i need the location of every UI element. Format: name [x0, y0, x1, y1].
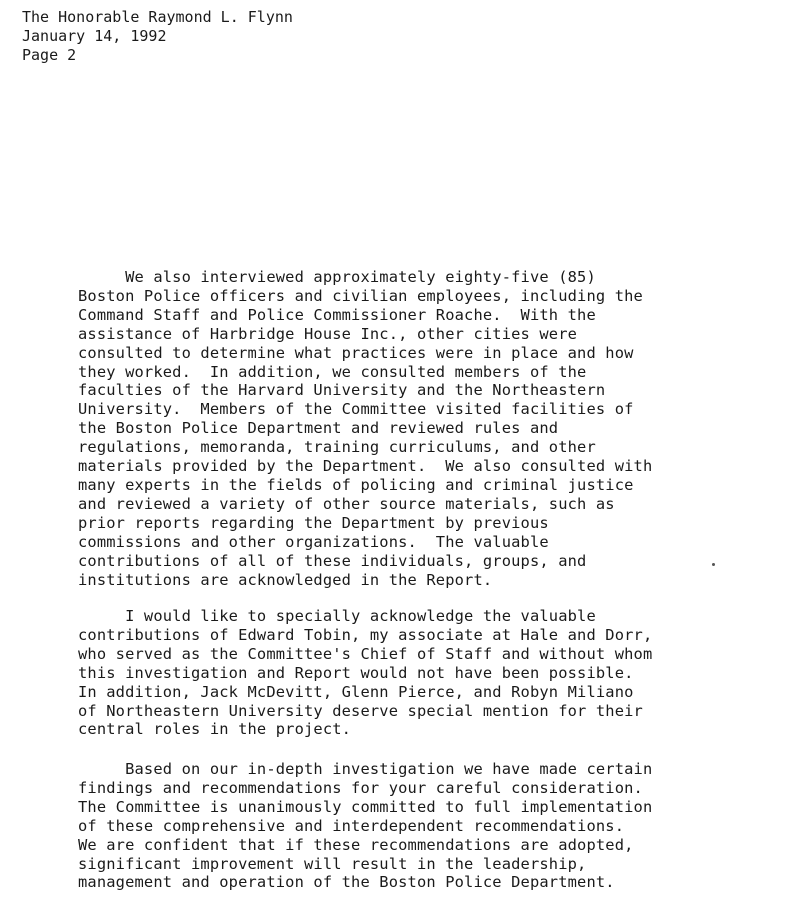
paragraph-findings: [78, 760, 652, 892]
recipient-line: The Honorable Raymond L. Flynn: [22, 8, 293, 26]
paragraph-acknowledgements: [78, 607, 652, 739]
paragraph-line: In addition, Jack McDevitt, Glenn Pierce, and Robyn Miliano: [78, 682, 634, 701]
paragraph-line: contributions of Edward Tobin, my associate at Hale and Dorr,: [78, 625, 653, 644]
paragraph-line: of these comprehensive and interdependent recommendations.: [78, 816, 625, 835]
paragraph-line: University. Members of the Committee visited facilities of: [78, 400, 634, 419]
paragraph-line: The Committee is unanimously committed to full implementation: [78, 797, 653, 816]
paragraph-line: materials provided by the Department. We also consulted with: [78, 457, 653, 476]
paragraph-line: contributions of all of these individuals, groups, and: [78, 551, 587, 570]
paragraph-line: assistance of Harbridge House Inc., other cities were: [78, 324, 578, 343]
paragraph-line: prior reports regarding the Department by previous: [78, 513, 549, 532]
paragraph-line: regulations, memoranda, training curriculums, and other: [78, 438, 596, 457]
paragraph-line: We are confident that if these recommendations are adopted,: [78, 835, 634, 854]
scan-speck: [712, 563, 715, 566]
paragraph-line: and reviewed a variety of other source materials, such as: [78, 494, 615, 513]
paragraph-line: this investigation and Report would not have been possible.: [78, 663, 634, 682]
paragraph-line: faculties of the Harvard University and the Northeastern: [78, 381, 606, 400]
paragraph-line: I would like to specially acknowledge the valuable: [78, 607, 596, 625]
page-number-line: Page 2: [22, 46, 77, 64]
paragraph-line: of Northeastern University deserve special mention for their: [78, 701, 643, 720]
paragraph-line: institutions are acknowledged in the Report.: [78, 570, 493, 589]
date-line: January 14, 1992: [22, 27, 167, 45]
paragraph-line: management and operation of the Boston Police Department.: [78, 873, 615, 892]
paragraph-line: consulted to determine what practices were in place and how: [78, 343, 634, 362]
paragraph-line: Boston Police officers and civilian employees, including the: [78, 286, 643, 305]
paragraph-line: central roles in the project.: [78, 720, 352, 739]
paragraph-line: We also interviewed approximately eighty-five (85): [78, 268, 596, 286]
letter-header: [22, 8, 293, 65]
paragraph-line: they worked. In addition, we consulted members of the: [78, 362, 587, 381]
paragraph-line: who served as the Committee's Chief of Staff and without whom: [78, 644, 653, 663]
paragraph-line: significant improvement will result in the leadership,: [78, 854, 587, 873]
paragraph-line: the Boston Police Department and reviewed rules and: [78, 419, 559, 438]
paragraph-line: commissions and other organizations. The valuable: [78, 532, 549, 551]
paragraph-line: findings and recommendations for your careful consideration.: [78, 778, 643, 797]
paragraph-line: Based on our in-depth investigation we have made certain: [78, 760, 653, 778]
paragraph-methods: [78, 268, 652, 589]
paragraph-line: Command Staff and Police Commissioner Roache. With the: [78, 305, 596, 324]
paragraph-line: many experts in the fields of policing and criminal justice: [78, 475, 634, 494]
